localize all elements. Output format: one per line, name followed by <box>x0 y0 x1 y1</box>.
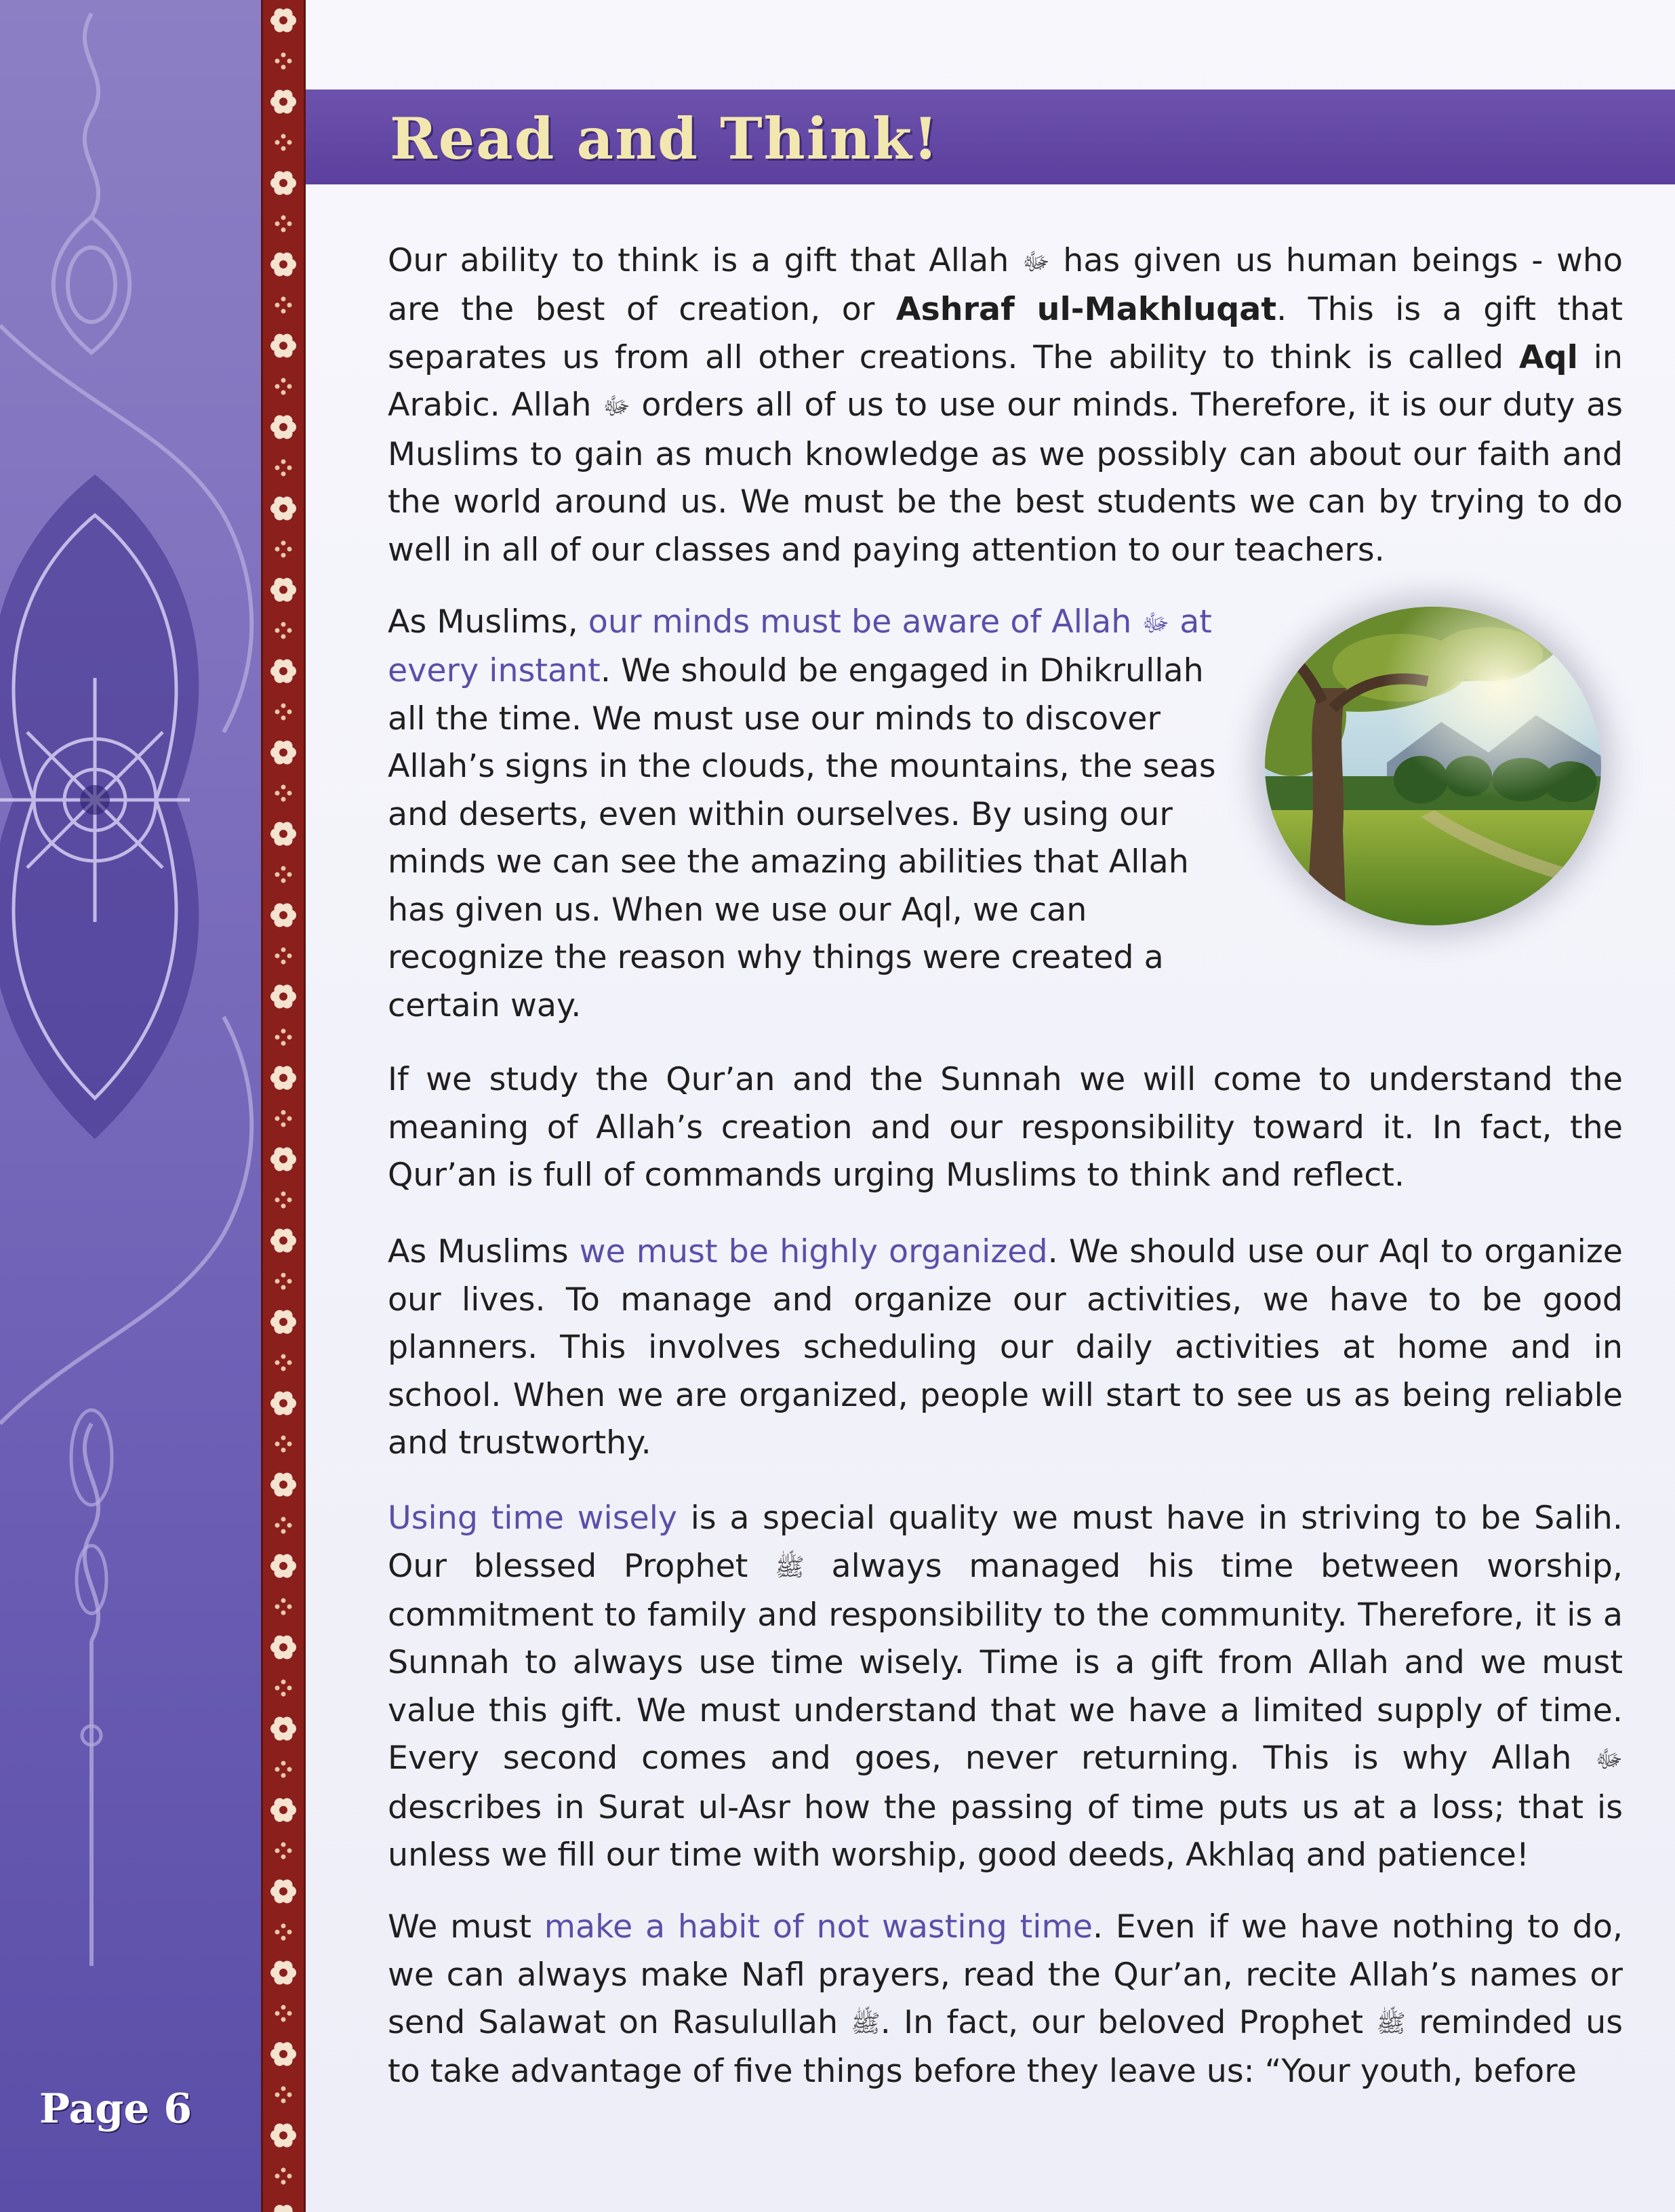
p1-text-b: has given us human beings - who are the best of creation, or <box>388 242 1623 329</box>
p1-text-a: Our ability to think is a gift that Allah <box>388 242 1009 279</box>
border-dot-cluster-icon <box>275 1436 292 1453</box>
p2-text-a: As Muslims, <box>388 603 588 641</box>
border-dot-cluster-icon <box>275 297 292 314</box>
border-dot-cluster-icon <box>275 1192 292 1209</box>
border-flower-icon <box>270 2123 296 2147</box>
honorific-icon: ﷻ <box>1142 609 1170 637</box>
paragraph-5 <box>388 1495 1623 1880</box>
border-dot-cluster-icon <box>275 2087 292 2104</box>
prophet-honorific-icon: ﷺ <box>775 1553 805 1582</box>
border-flower-icon <box>270 903 296 927</box>
p6-text-d: . In fact, our beloved Prophet <box>880 2004 1364 2041</box>
page-number-label: Page 6 <box>39 2085 193 2133</box>
border-flower-icon <box>270 659 296 683</box>
border-dot-cluster-icon <box>275 2168 292 2185</box>
border-flower-icon <box>270 1716 296 1740</box>
side-ornament-panel <box>0 0 261 2212</box>
p2-highlight-a: our minds must be aware of Allah <box>588 603 1132 641</box>
border-flower-icon <box>270 496 296 520</box>
p6-text-c: . Even if we have nothing to do, we can always make Nafl prayers, read the Qur’an, recite Allah’s names or send Salawat on Rasulullah <box>388 1908 1623 2041</box>
border-dot-cluster-icon <box>275 216 292 233</box>
tree-landscape-image <box>1265 607 1601 925</box>
p6-text-a: We must <box>388 1908 544 1946</box>
p5-text-b: is a special quality we must have in striving to be Salih. Our blessed Prophet <box>388 1500 1623 1585</box>
border-flower-icon <box>270 1228 296 1252</box>
border-dot-cluster-icon <box>275 378 292 395</box>
border-dot-cluster-icon <box>275 53 292 70</box>
arabesque-ornament <box>0 0 261 2212</box>
border-dot-cluster-icon <box>275 2005 292 2022</box>
border-dot-cluster-icon <box>275 134 292 151</box>
border-dot-cluster-icon <box>275 1517 292 1534</box>
p5-text-d: describes in Surat ul-Asr how the passing of time puts us at a loss; that is unless we fill our time with worship, good deeds, Akhlaq and patience! <box>388 1788 1623 1874</box>
border-flower-icon <box>270 1960 296 1984</box>
flower-border-pattern <box>263 0 304 2212</box>
border-flower-icon <box>270 2205 296 2212</box>
border-flower-icon <box>270 740 296 764</box>
border-dot-cluster-icon <box>275 1598 292 1615</box>
paragraph-1 <box>388 237 1623 574</box>
border-flower-icon <box>270 1391 296 1415</box>
p4-highlight: we must be highly organized <box>579 1233 1048 1270</box>
border-flower-icon <box>270 1798 296 1822</box>
border-dot-cluster-icon <box>275 1761 292 1778</box>
border-flower-icon <box>270 415 296 439</box>
p6-highlight: make a habit of not wasting time <box>544 1908 1093 1946</box>
prophet-honorific-icon: ﷺ <box>1376 2009 1406 2038</box>
border-flower-icon <box>270 171 296 195</box>
honorific-icon: ﷻ <box>1022 247 1050 276</box>
p1-term-aql: Aql <box>1518 338 1578 376</box>
border-flower-icon <box>270 1554 296 1577</box>
p5-text-c: always managed his time between worship, commitment to family and responsibility to the community. Therefore, it is a Sunnah to always use time wisely. Time is a gift from Allah and we must value this gift. We must understand that we have a limited supply of time. Every second comes and goes, never returning. This is why Allah <box>388 1547 1623 1777</box>
nature-photo <box>1265 607 1601 925</box>
border-flower-icon <box>270 252 296 276</box>
border-flower-icon <box>270 1635 296 1659</box>
paragraph-3 <box>388 1056 1623 1200</box>
p1-text-g: orders all of us to use our minds. Therefore, it is our duty as Muslims to gain as much knowledge as we possibly can about our faith and the world around us. We must be the best students we can by trying to do well in all of our classes and paying attention to our teachers. <box>388 386 1623 569</box>
p2-highlight-c: at every instant <box>388 603 1212 690</box>
p5-highlight: Using time wisely <box>388 1500 678 1537</box>
p4-text-c: . We should use our Aql to organize our lives. To manage and organize our activities, we have to be good planners. This involves scheduling our daily activities at home and in school. When we are organized, people will start to see us as being reliable and trustworthy. <box>388 1233 1623 1462</box>
p1-text-d: . This is a gift that separates us from all other creations. The ability to think is called <box>388 291 1623 376</box>
p2-text-d: . We should be engaged in Dhikrullah all the time. We must use our minds to discover Allah’s signs in the clouds, the mountains, the seas and deserts, even within ourselves. By using our minds we can see the amazing abilities that Allah has given us. When we use our Aql, we can recognize the reason why things were created a certain way. <box>388 652 1216 1024</box>
border-dot-cluster-icon <box>275 460 292 477</box>
border-dot-cluster-icon <box>275 1924 292 1941</box>
border-flower-icon <box>270 1310 296 1333</box>
border-flower-icon <box>270 89 296 113</box>
honorific-icon: ﷻ <box>1595 1746 1623 1773</box>
border-dot-cluster-icon <box>275 704 292 721</box>
border-dot-cluster-icon <box>275 1680 292 1697</box>
p6-text-e: reminded us to take advantage of five things before they leave us: “Your youth, before <box>388 2004 1623 2091</box>
border-dot-cluster-icon <box>275 1029 292 1046</box>
border-flower-icon <box>270 1472 296 1496</box>
honorific-icon: ﷻ <box>603 393 630 420</box>
border-dot-cluster-icon <box>275 948 292 965</box>
border-dot-cluster-icon <box>275 866 292 883</box>
border-dot-cluster-icon <box>275 1273 292 1290</box>
border-dot-cluster-icon <box>275 1110 292 1127</box>
page-title: Read and Think! <box>390 105 940 172</box>
paragraph-4 <box>388 1228 1623 1468</box>
border-flower-icon <box>270 1879 296 1903</box>
prophet-honorific-icon: ﷺ <box>851 2009 881 2038</box>
border-flower-icon <box>270 2042 296 2066</box>
border-flower-icon <box>270 1066 296 1089</box>
paragraph-6 <box>388 1904 1623 2096</box>
p3-text: If we study the Qur’an and the Sunnah we will come to understand the meaning of Allah’s creation and our responsibility toward it. In fact, the Qur’an is full of commands urging Muslims to think and reflect. <box>388 1061 1623 1194</box>
p4-text-a: As Muslims <box>388 1233 580 1270</box>
paragraph-2 <box>388 599 1245 1030</box>
border-flower-icon <box>270 8 296 32</box>
border-flower-icon <box>270 1147 296 1171</box>
border-flower-icon <box>270 334 296 357</box>
p1-term-ashraf: Ashraf ul-Makhluqat <box>895 291 1277 329</box>
border-flower-icon <box>270 984 296 1008</box>
border-dot-cluster-icon <box>275 1354 292 1371</box>
decorative-border-strip <box>261 0 306 2212</box>
border-flower-icon <box>270 578 296 601</box>
border-dot-cluster-icon <box>275 785 292 802</box>
p1-text-f: in Arabic. Allah <box>388 338 1623 424</box>
border-dot-cluster-icon <box>275 1843 292 1859</box>
border-flower-icon <box>270 822 296 845</box>
border-dot-cluster-icon <box>275 541 292 558</box>
border-dot-cluster-icon <box>275 622 292 639</box>
